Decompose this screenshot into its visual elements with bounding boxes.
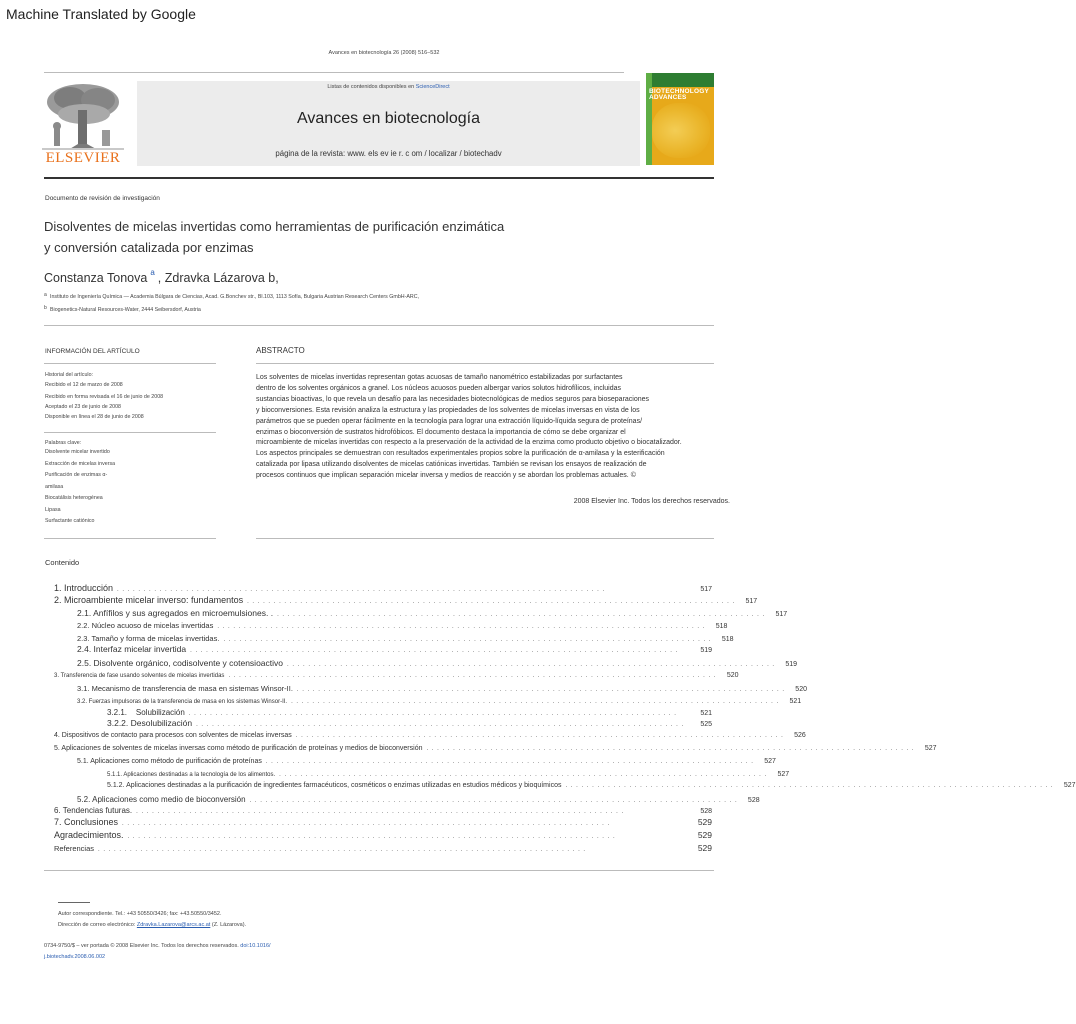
affiliation-a: [44, 292, 419, 300]
date-online: Disponible en línea el 28 de junio de 2008: [45, 414, 144, 420]
elsevier-wordmark: ELSEVIER: [45, 150, 121, 166]
toc-entry[interactable]: [0, 621, 768, 630]
abstract-line: catalizada por lipasa utilizando disolventes de micelas catiónicas invertidas. También se revisan los ensayos de realización de: [256, 461, 647, 469]
toc-page: 521: [700, 710, 712, 717]
affiliation-text: Biogenetics-Natural Resources-Water, 2444 Seibersdorf, Austria: [50, 307, 201, 313]
toc-leader: . . . . . . . . . . . . . . . . . . . . . . . . . . . . . . . . . . . . . . . . . . . . . . . . . . . . . . . . . . . . . . . . . . . . . . . . . . . . . . . . . . . . . . . . . . . .: [287, 662, 776, 668]
affiliation-symbol: a: [44, 292, 47, 298]
author-list: [44, 268, 279, 285]
toc-entry[interactable]: [0, 732, 806, 739]
email-link[interactable]: Zdravka.Lazarova@arcs.ac.at: [136, 922, 211, 928]
toc-label: Referencias: [54, 844, 95, 853]
toc-leader: . . . . . . . . . . . . . . . . . . . . . . . . . . . . . . . . . . . . . . . . . . . . . . . . . . . . . . . . . . . . . . . . . . . . . . . . . . . . . . . . . . . . . . . . . . . .: [136, 809, 625, 815]
toc-entry[interactable]: [0, 745, 937, 752]
document-type: Documento de revisión de investigación: [45, 195, 160, 202]
toc-leader: . . . . . . . . . . . . . . . . . . . . . . . . . . . . . . . . . . . . . . . . . . . . . . . . . . . . . . . . . . . . . . . . . . . . . . . . . . . . . . . . . . . . . . . . . . . .: [190, 648, 679, 654]
toc-page: 528: [747, 797, 760, 804]
keywords: [45, 440, 215, 528]
toc-page: 527: [764, 758, 776, 765]
toc-page: 520: [795, 686, 807, 693]
toc-entry[interactable]: [0, 698, 802, 705]
toc-leader: . . . . . . . . . . . . . . . . . . . . . . . . . . . . . . . . . . . . . . . . . . . . . . . . . . . . . . . . . . . . . . . . . . . . . . . . . . . . . . . . . . . . . . . . . . . .: [249, 798, 738, 804]
corresponding-author-note: Autor correspondiente. Tel.: +43 50550/3426; fax: +43.50550/3452.: [58, 911, 222, 917]
toc-leader: . . . . . . . . . . . . . . . . . . . . . . . . . . . . . . . . . . . . . . . . . . . . . . . . . . . . . . . . . . . . . . . . . . . . . . . . . . . . . . . . . . . . . . . . . . . .: [117, 587, 606, 593]
abstract-body: [256, 373, 736, 482]
toc-label: 3. Transferencia de fase usando solventes de micelas invertidas: [54, 673, 225, 679]
toc-page: 519: [785, 661, 798, 668]
keyword: Biocatálisis heterogénea: [45, 495, 103, 501]
toc-entry[interactable]: [0, 795, 768, 804]
journal-reference: Avances en biotecnología 26 (2008) 516–532: [328, 50, 440, 56]
abstract-line: parámetros que se pueden operar fácilmente en la tecnología para lograr una extracción líquido-líquida segura de proteínas/: [256, 417, 643, 425]
keyword: Extracción de micelas inversa: [45, 460, 116, 467]
toc-page: 525: [700, 721, 712, 728]
cover-side-bar: [646, 73, 652, 165]
toc-entry[interactable]: [0, 718, 768, 728]
keyword: amilasa: [45, 483, 64, 490]
toc-page: 517: [775, 611, 788, 618]
toc-entry[interactable]: [0, 644, 768, 654]
toc-entry[interactable]: [0, 782, 1076, 789]
toc-leader: . . . . . . . . . . . . . . . . . . . . . . . . . . . . . . . . . . . . . . . . . . . . . . . . . . . . . . . . . . . . . . . . . . . . . . . . . . . . . . . . . . . . . . . . . . . .: [228, 673, 717, 679]
keyword: Disolvente micelar invertido: [45, 449, 110, 455]
toc-entry[interactable]: [0, 684, 807, 693]
toc-label: 5.2. Aplicaciones como medio de bioconversión: [77, 795, 246, 804]
toc-leader: . . . . . . . . . . . . . . . . . . . . . . . . . . . . . . . . . . . . . . . . . . . . . . . . . . . . . . . . . . . . . . . . . . . . . . . . . . . . . . . . . . . . . . . . . . . .: [277, 612, 766, 618]
toc-leader: . . . . . . . . . . . . . . . . . . . . . . . . . . . . . . . . . . . . . . . . . . . . . . . . . . . . . . . . . . . . . . . . . . . . . . . . . . . . . . . . . . . . . . . . . . . .: [279, 772, 768, 778]
toc-label: 5.1. Aplicaciones como método de purificación de proteínas: [77, 758, 262, 765]
abstract-bottom-rule: [256, 538, 714, 539]
article-info-rule: [44, 363, 216, 364]
toc-page: 519: [700, 647, 712, 654]
toc-page: 526: [794, 732, 806, 739]
toc-page: 521: [789, 698, 802, 705]
email-note: [58, 922, 246, 928]
toc-label: 3.2. Fuerzas impulsoras de la transferencia de masa en los sistemas Winsor-II.: [77, 699, 288, 705]
abstract-line: sustancias bioactivas, lo que revela un desafío para las necesidades biotecnológicas de medios seguros para bioseparaciones: [256, 395, 650, 403]
toc-leader: . . . . . . . . . . . . . . . . . . . . . . . . . . . . . . . . . . . . . . . . . . . . . . . . . . . . . . . . . . . . . . . . . . . . . . . . . . . . . . . . . . . . . . . . . . . .: [98, 847, 587, 853]
toc-leader: . . . . . . . . . . . . . . . . . . . . . . . . . . . . . . . . . . . . . . . . . . . . . . . . . . . . . . . . . . . . . . . . . . . . . . . . . . . . . . . . . . . . . . . . . . . .: [188, 711, 677, 717]
abstract-line: y bioconversiones. Esta revisión analiza la estructura y las propiedades de los solventes de micelas inversas en vista de los: [256, 406, 640, 414]
toc-entry[interactable]: [0, 634, 768, 643]
abstract-line: Los solventes de micelas invertidas representan gotas acuosas de tamaño nanométrico estabilizadas por surfactantes: [256, 374, 623, 381]
toc-label: 3.2.2. Desolubilización: [107, 718, 193, 728]
toc-leader: . . . . . . . . . . . . . . . . . . . . . . . . . . . . . . . . . . . . . . . . . . . . . . . . . . . . . . . . . . . . . . . . . . . . . . . . . . . . . . . . . . . . . . . . . . . .: [127, 834, 616, 840]
cover-illustration: [652, 103, 710, 158]
toc-page: 517: [745, 598, 758, 605]
article-history: [45, 372, 215, 421]
contents-availability: [137, 84, 640, 90]
toc-page: 529: [697, 830, 712, 840]
toc-leader: . . . . . . . . . . . . . . . . . . . . . . . . . . . . . . . . . . . . . . . . . . . . . . . . . . . . . . . . . . . . . . . . . . . . . . . . . . . . . . . . . . . . . . . . . . . .: [122, 821, 611, 827]
abstract-rule: [256, 363, 714, 364]
affiliation-marker[interactable]: a: [150, 268, 155, 277]
toc-label: 6. Tendencias futuras.: [54, 806, 133, 815]
affiliation-symbol: b: [44, 305, 47, 311]
article-title-line-1: Disolventes de micelas invertidas como herramientas de purificación enzimática: [44, 219, 505, 234]
abstract-line: microambiente de micelas invertidas con respecto a la preservación de la actividad de la enzima como producto objetivo o biocatalizador.: [256, 439, 682, 447]
header-bottom-rule: [44, 177, 714, 179]
toc-entry[interactable]: [0, 672, 768, 679]
toc-leader: . . . . . . . . . . . . . . . . . . . . . . . . . . . . . . . . . . . . . . . . . . . . . . . . . . . . . . . . . . . . . . . . . . . . . . . . . . . . . . . . . . . . . . . . . . . .: [247, 599, 736, 605]
toc-page: 517: [700, 586, 712, 593]
cover-band: [646, 73, 714, 87]
date-revised: Recibido en forma revisada el 16 de junio de 2008: [45, 394, 164, 400]
toc-page: 518: [715, 623, 728, 630]
toc-leader: . . . . . . . . . . . . . . . . . . . . . . . . . . . . . . . . . . . . . . . . . . . . . . . . . . . . . . . . . . . . . . . . . . . . . . . . . . . . . . . . . . . . . . . . . . . .: [223, 637, 712, 643]
keywords-label: Palabras clave:: [45, 440, 82, 446]
keyword: Lipasa: [45, 506, 61, 513]
toc-label: Agradecimientos.: [54, 830, 124, 840]
toc-leader: . . . . . . . . . . . . . . . . . . . . . . . . . . . . . . . . . . . . . . . . . . . . . . . . . . . . . . . . . . . . . . . . . . . . . . . . . . . . . . . . . . . . . . . . . . . .: [291, 699, 780, 705]
toc-page: 527: [1063, 782, 1076, 789]
issn-text: 0734-9750/$ – ver portada © 2008 Elsevier Inc. Todos los derechos reservados.: [44, 943, 241, 949]
toc-label: 5.1.2. Aplicaciones destinadas a la purificación de ingredientes farmacéuticos, cosméticos o enzimas utilizadas en estudios médicos y bioquímicos: [107, 782, 562, 789]
toc-entry[interactable]: [0, 771, 790, 778]
abstract-line: dentro de los solventes orgánicos a granel. Los núcleos acuosos pueden albergar varios solutos hidrofílicos, incluidas: [256, 384, 621, 392]
toc-label: 1. Introducción: [54, 583, 114, 593]
meta-divider: [44, 325, 714, 326]
doi-link[interactable]: doi:10.1016/: [240, 943, 271, 949]
abstract-line: procesos continuos que implican separación micelar inversa y medios de reacción y se abordan los problemas actuales. ©: [256, 472, 636, 480]
toc-label: 7. Conclusiones: [54, 817, 119, 827]
journal-title: Avances en biotecnología: [297, 110, 480, 127]
toc-page: 529: [697, 817, 712, 827]
toc-leader: . . . . . . . . . . . . . . . . . . . . . . . . . . . . . . . . . . . . . . . . . . . . . . . . . . . . . . . . . . . . . . . . . . . . . . . . . . . . . . . . . . . . . . . . . . . .: [217, 624, 706, 630]
email-label: Dirección de correo electrónico:: [58, 922, 137, 928]
toc-leader: . . . . . . . . . . . . . . . . . . . . . . . . . . . . . . . . . . . . . . . . . . . . . . . . . . . . . . . . . . . . . . . . . . . . . . . . . . . . . . . . . . . . . . . . . . . .: [196, 722, 685, 728]
toc-label: 2.1. Anfífilos y sus agregados en microemulsiones. .: [77, 608, 274, 618]
keyword: Surfactante catiónico: [45, 518, 95, 524]
toc-label: 2.5. Disolvente orgánico, codisolvente y cotensioactivo: [77, 658, 284, 668]
toc-page: 529: [697, 843, 712, 853]
contents-heading: Contenido: [45, 558, 80, 567]
toc-page: 528: [700, 808, 712, 815]
toc-entry[interactable]: [0, 583, 768, 593]
info-bottom-rule: [44, 538, 216, 539]
toc-entry[interactable]: [0, 830, 768, 840]
article-title-line-2: y conversión catalizada por enzimas: [44, 240, 254, 255]
toc-leader: . . . . . . . . . . . . . . . . . . . . . . . . . . . . . . . . . . . . . . . . . . . . . . . . . . . . . . . . . . . . . . . . . . . . . . . . . . . . . . . . . . . . . . . . . . . .: [295, 733, 784, 739]
toc-entry[interactable]: [0, 758, 776, 765]
date-received: Recibido el 12 de marzo de 2008: [45, 382, 123, 388]
toc-entry[interactable]: [0, 806, 768, 815]
toc-label: 2.3. Tamaño y forma de micelas invertidas.: [77, 634, 220, 643]
sciencedirect-link[interactable]: ScienceDirect: [415, 84, 450, 90]
issn-line: [44, 943, 271, 949]
toc-page: 518: [721, 636, 734, 643]
abstract-line: Los aspectos principales se demuestran con resultados experimentales propios sobre la purificación de α-amilasa y la esterificación: [256, 450, 665, 458]
toc-leader: . . . . . . . . . . . . . . . . . . . . . . . . . . . . . . . . . . . . . . . . . . . . . . . . . . . . . . . . . . . . . . . . . . . . . . . . . . . . . . . . . . . . . . . . . . . .: [565, 783, 1054, 789]
doi-continuation: [44, 954, 105, 960]
affiliation-b: [44, 305, 201, 313]
elsevier-logo: [40, 80, 126, 168]
keyword: Purificación de enzimas α-: [45, 472, 108, 478]
toc-entry[interactable]: [0, 708, 768, 717]
toc-label: 5. Aplicaciones de solventes de micelas inversas como método de purificación de proteínas y medios de bioconversión: [54, 745, 423, 752]
toc-page: 527: [924, 745, 937, 752]
article-info-heading: INFORMACIÓN DEL ARTÍCULO: [45, 348, 140, 355]
toc-page: 520: [726, 672, 739, 679]
machine-translation-banner: Machine Translated by Google: [6, 6, 196, 22]
journal-homepage[interactable]: página de la revista: www. els ev ie r. c om / localizar / biotechadv: [275, 149, 502, 158]
toc-entry[interactable]: [0, 595, 768, 605]
toc-entry[interactable]: [0, 658, 798, 668]
toc-label: 5.1.1. Aplicaciones destinadas a la tecnología de los alimentos.: [107, 772, 276, 778]
abstract-heading: ABSTRACTO: [256, 346, 305, 355]
toc-leader: . . . . . . . . . . . . . . . . . . . . . . . . . . . . . . . . . . . . . . . . . . . . . . . . . . . . . . . . . . . . . . . . . . . . . . . . . . . . . . . . . . . . . . . . . . . .: [296, 687, 785, 693]
toc-leader: . . . . . . . . . . . . . . . . . . . . . . . . . . . . . . . . . . . . . . . . . . . . . . . . . . . . . . . . . . . . . . . . . . . . . . . . . . . . . . . . . . . . . . . . . . . .: [265, 759, 754, 765]
toc-label: 3.2.1. Solubilización: [107, 708, 185, 717]
toc-entry[interactable]: [0, 817, 768, 827]
keywords-rule: [44, 432, 216, 433]
footnote-rule: [58, 902, 90, 903]
author-name: Constanza Tonova: [44, 271, 148, 285]
contents-prefix: Listas de contenidos disponibles en: [327, 84, 416, 90]
doi-link-continued[interactable]: j.biotechadv.2008.06.002: [44, 954, 106, 960]
history-label: Historial del artículo:: [45, 372, 93, 378]
toc-label: 2. Microambiente micelar inverso: fundamentos: [54, 595, 244, 605]
abstract-line: enzimas o bioconversión de sustratos hidrofóbicos. El documento destaca la importancia de cómo se debe organizar el: [256, 428, 626, 436]
toc-leader: . . . . . . . . . . . . . . . . . . . . . . . . . . . . . . . . . . . . . . . . . . . . . . . . . . . . . . . . . . . . . . . . . . . . . . . . . . . . . . . . . . . . . . . . . . . .: [426, 746, 915, 752]
article-title: [44, 216, 504, 258]
toc-label: 2.4. Interfaz micelar invertida: [77, 644, 187, 654]
author-name: , Zdravka Lázarova b,: [157, 271, 279, 285]
copyright-notice: 2008 Elsevier Inc. Todos los derechos reservados.: [573, 498, 730, 505]
toc-entry[interactable]: [0, 608, 788, 618]
toc-label: 2.2. Núcleo acuoso de micelas invertidas: [77, 621, 214, 630]
journal-cover: [646, 73, 714, 165]
toc-page: 527: [777, 771, 790, 778]
date-accepted: Aceptado el 23 de junio de 2008: [45, 404, 121, 410]
email-suffix: (Z. Lázarova).: [210, 922, 247, 928]
toc-entry[interactable]: [0, 843, 768, 853]
contents-bottom-rule: [44, 870, 714, 871]
toc-label: 3.1. Mecanismo de transferencia de masa en sistemas Winsor-II.: [77, 684, 293, 693]
affiliation-text: Instituto de Ingeniería Química — Academia Búlgara de Ciencias, Acad. G.Bonchev str., Bl.103, 1113 Sofía, Bulgaria Austrian Research Centers GmbH-ARC,: [50, 294, 420, 300]
toc-label: 4. Dispositivos de contacto para procesos con solventes de micelas inversas: [54, 732, 292, 739]
cover-title: BIOTECHNOLOGY ADVANCES: [649, 88, 709, 101]
header-top-rule: [44, 72, 624, 73]
